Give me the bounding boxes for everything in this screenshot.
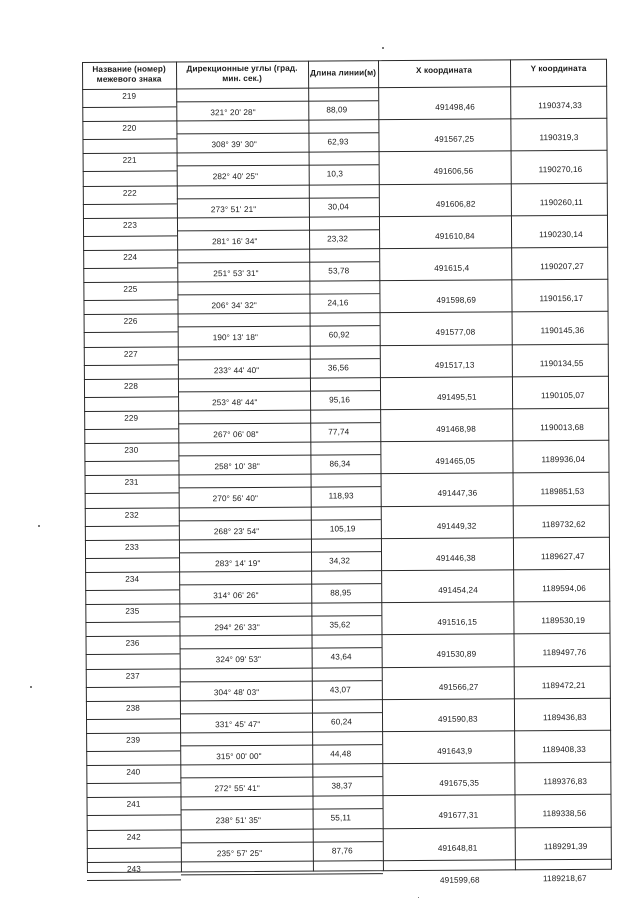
point-name: 222: [122, 188, 137, 198]
line-length: 60,92: [328, 330, 350, 340]
point-name: 231: [124, 478, 139, 488]
point-name: 233: [124, 542, 139, 552]
x-coordinate: 491590,83: [437, 714, 478, 724]
y-coordinate: 1190105,07: [541, 390, 585, 400]
y-coordinate: 1189376,83: [543, 777, 588, 787]
y-coordinate: 1190145,36: [540, 326, 585, 336]
direction-angle: 321° 20' 28": [210, 107, 256, 118]
point-name: 235: [125, 606, 140, 616]
line-length: 88,09: [326, 105, 348, 115]
x-coordinate: 491610,84: [435, 231, 475, 241]
line-length: 43,64: [330, 652, 352, 662]
line-length: 62,93: [327, 137, 349, 147]
x-coordinate: 491454,24: [438, 585, 478, 595]
x-coordinate: 491498,46: [435, 102, 475, 112]
point-name: 227: [123, 349, 138, 359]
y-coordinate: 1189218,67: [542, 873, 587, 883]
row-divider-half: [181, 873, 383, 875]
line-length: 30,04: [327, 201, 349, 212]
point-name: 239: [126, 735, 141, 745]
y-coordinate: 1189851,53: [540, 487, 585, 497]
line-length: 118,93: [328, 491, 354, 501]
direction-angle: 324° 09' 53": [215, 655, 262, 665]
point-name: 236: [125, 639, 140, 649]
scan-speck: [30, 686, 32, 688]
y-coordinate: 1189338,56: [542, 809, 587, 819]
line-length: 24,16: [327, 298, 349, 308]
line-length: 23,32: [327, 234, 349, 244]
point-name: 225: [123, 284, 138, 294]
point-name: 229: [124, 413, 139, 423]
x-coordinate: 491447,36: [437, 488, 478, 499]
y-coordinate: 1189627,47: [541, 551, 585, 562]
y-coordinate: 1190260,11: [539, 197, 583, 207]
point-name: 221: [122, 156, 137, 166]
y-coordinate: 1189732,62: [541, 519, 586, 529]
direction-angle: 267° 06' 08": [213, 429, 259, 440]
direction-angle: 294° 26' 33": [214, 623, 260, 633]
y-coordinate: 1189530,19: [541, 616, 586, 626]
direction-angle: 331° 45' 47": [215, 719, 261, 729]
point-name: 243: [126, 864, 141, 874]
y-coordinate: 1190134,55: [539, 358, 584, 368]
point-name: 238: [125, 703, 140, 713]
line-length: 34,32: [329, 556, 351, 566]
point-name: 240: [126, 767, 141, 777]
x-coordinate: 491577,08: [435, 327, 476, 338]
line-length: 44,48: [330, 749, 352, 759]
x-coordinate: 491675,35: [439, 778, 480, 789]
x-coordinate: 491495,51: [437, 392, 477, 402]
direction-angle: 268° 23' 54": [213, 526, 260, 536]
direction-angle: 235° 57' 25": [216, 848, 263, 858]
point-name: 226: [123, 317, 138, 327]
point-name: 219: [122, 91, 137, 101]
x-coordinate: 491648,81: [437, 843, 478, 853]
point-name: 232: [124, 510, 139, 520]
line-length: 36,56: [327, 362, 349, 373]
x-coordinate: 491567,25: [434, 134, 475, 145]
y-coordinate: 1189436,83: [542, 712, 587, 722]
line-length: 77,74: [328, 427, 350, 437]
y-coordinate: 1189472,21: [541, 680, 586, 690]
y-coordinate: 1190319,3: [539, 133, 579, 143]
header-length: Длина линии(м): [310, 68, 377, 78]
direction-angle: 282° 40' 25": [212, 172, 259, 182]
line-length: 105,19: [329, 523, 356, 534]
x-coordinate: 491566,27: [438, 682, 479, 692]
x-coordinate: 491449,32: [436, 521, 477, 531]
direction-angle: 308° 39' 30": [211, 140, 257, 150]
y-coordinate: 1189291,39: [543, 841, 588, 851]
direction-angle: 283° 14' 19": [215, 558, 261, 568]
y-coordinate: 1189936,04: [541, 455, 586, 465]
boundary-coordinates-table: [82, 59, 612, 885]
line-length: 35,62: [329, 620, 351, 630]
x-coordinate: 491468,98: [436, 424, 476, 434]
line-length: 10,3: [326, 169, 344, 179]
direction-angle: 315° 00' 00": [216, 751, 262, 762]
direction-angle: 270° 56' 40": [212, 494, 259, 504]
line-length: 53,78: [328, 266, 350, 276]
y-coordinate: 1190270,16: [538, 165, 583, 175]
direction-angle: 314° 06' 26": [213, 590, 259, 601]
point-name: 223: [122, 220, 138, 230]
direction-angle: 233° 44' 40": [213, 365, 260, 375]
direction-angle: 206° 34' 32": [211, 301, 257, 311]
line-length: 86,34: [329, 459, 351, 469]
x-coordinate: 491530,89: [436, 649, 477, 660]
direction-angle: 273° 51' 21": [210, 204, 257, 214]
point-name: 228: [123, 381, 138, 391]
line-length: 88,95: [330, 588, 352, 598]
point-name: 237: [125, 671, 140, 681]
point-name: 220: [122, 123, 137, 133]
y-coordinate: 1190230,14: [539, 229, 583, 240]
point-name: 230: [124, 445, 139, 455]
line-length: 60,24: [331, 717, 353, 727]
scan-speck: [38, 525, 40, 527]
y-coordinate: 1190156,17: [539, 294, 584, 304]
line-length: 55,11: [330, 813, 352, 823]
header-angle: Дирекционные углы (град. мин. сек.): [186, 63, 298, 84]
x-coordinate: 491606,56: [433, 167, 474, 177]
direction-angle: 253° 48' 44": [212, 397, 258, 408]
header-name: Название (номер) межевого знака: [92, 64, 166, 84]
x-coordinate: 491446,38: [436, 553, 476, 563]
y-coordinate: 1190374,33: [538, 100, 582, 111]
direction-angle: 281° 16' 34": [212, 236, 258, 247]
direction-angle: 304° 48' 03": [213, 687, 260, 697]
direction-angle: 272° 55' 41": [214, 784, 260, 794]
x-coordinate: 491517,13: [434, 360, 475, 370]
scan-speck: [418, 897, 419, 898]
direction-angle: 251° 53' 31": [213, 268, 259, 279]
x-coordinate: 491599,68: [439, 875, 480, 885]
header-x: X координата: [416, 65, 473, 75]
x-coordinate: 491516,15: [437, 617, 478, 628]
line-length: 38,37: [331, 781, 353, 791]
direction-angle: 190° 13' 18": [212, 333, 259, 343]
y-coordinate: 1189497,76: [542, 648, 587, 658]
scan-speck: [382, 47, 384, 49]
header-y: Y координата: [530, 63, 587, 74]
x-coordinate: 491677,31: [438, 810, 479, 821]
line-length: 95,16: [329, 395, 351, 405]
row-divider-half: [87, 879, 181, 881]
y-coordinate: 1190207,27: [540, 261, 584, 272]
x-coordinate: 491465,05: [435, 456, 476, 467]
x-coordinate: 491598,69: [436, 295, 477, 306]
line-length: 87,76: [331, 845, 353, 856]
x-coordinate: 491643,9: [437, 746, 473, 756]
direction-angle: 258° 10' 38": [214, 462, 260, 472]
line-length: 43,07: [329, 684, 351, 695]
y-coordinate: 1189408,33: [542, 744, 586, 755]
point-name: 241: [126, 800, 141, 810]
point-name: 224: [123, 252, 138, 262]
x-coordinate: 491615,4: [434, 263, 470, 273]
direction-angle: 238° 51' 35": [215, 816, 262, 826]
point-name: 242: [126, 832, 141, 842]
y-coordinate: 1190013,68: [540, 422, 584, 433]
y-coordinate: 1189594,06: [542, 583, 586, 594]
point-name: 234: [125, 574, 140, 584]
x-coordinate: 491606,82: [435, 199, 476, 209]
